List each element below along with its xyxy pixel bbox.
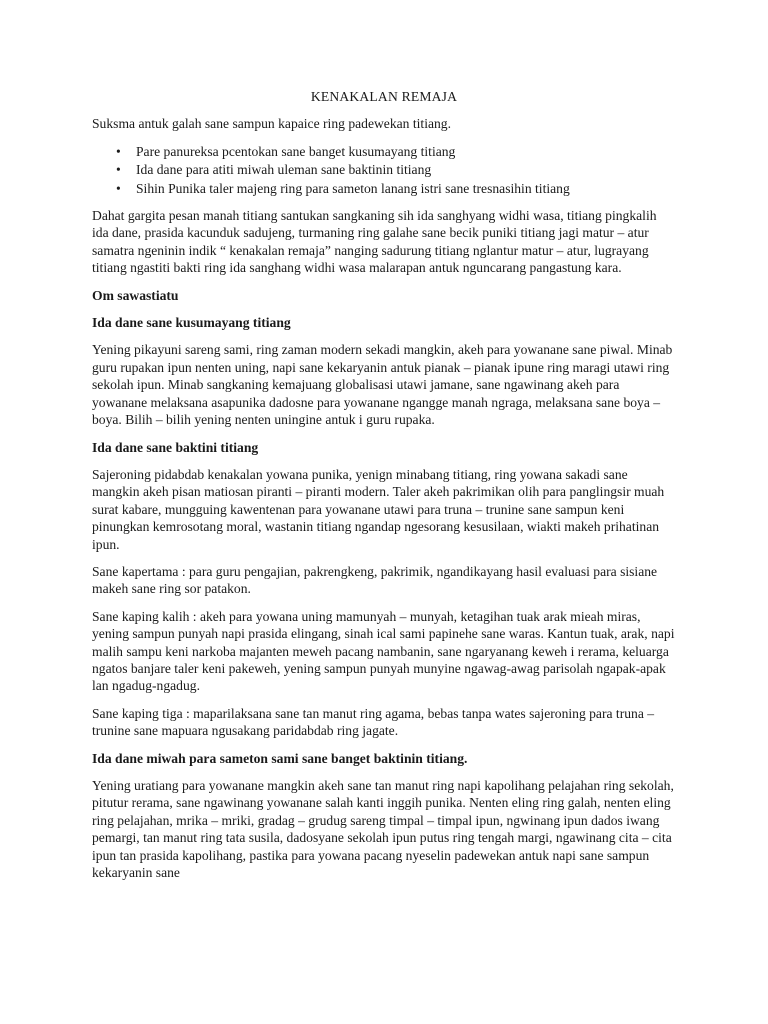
list-item-text: Ida dane para atiti miwah uleman sane baktinin titiang xyxy=(136,162,432,178)
body-paragraph-5: Sane kaping tiga : maparilaksana sane tan manut ring agama, bebas tanpa wates sajeroning para truna – trunine sane mapuara ngusakang paridabdab ring jagate. xyxy=(92,705,655,739)
section-heading-1: Ida dane sane kusumayang titiang xyxy=(92,315,291,331)
intro-paragraph: Suksma antuk galah sane sampun kapaice ring padewekan titiang. xyxy=(92,116,451,132)
body-paragraph-2: Sajeroning pidabdab kenakalan yowana punika, yenign minabang titiang, ring yowana sakadi sane mangkin akeh pisan matiosan piranti – piranti modern. Taler akeh pakrimikan olih para panglingsir muah surat kabare, mungguing kawentenan para yowanane utawi para truna – trunine sane sampun keni pinungkan kemrosotang moral, wastanin titiang ngandap ngesorang kesusilaan, wiakti makeh prihatinan ipun. xyxy=(92,466,665,552)
bullet-icon: • xyxy=(116,180,121,196)
body-paragraph-6: Yening uratiang para yowanane mangkin akeh sane tan manut ring napi kapolihang pelajahan ring sekolah, pitutur rerama, sane ngawinang yowanane salah kanti inggih punika. Nenten eling ring galah, nenten eling ring pelajahan, mrika – mriki, gradag – grudug sareng timpal – timpal ipun, ngwinang ipun dados iwang pemargi, tan manut ring tata susila, dadosyane sekolah ipun putus ring tengah margi, ngawinang cita – cita ipun tan prasida kapolihang, pastika para yowana pacang nyeselin padewekan antuk napi sane sampun kekaryanin sane xyxy=(92,778,674,881)
greeting-list xyxy=(92,143,676,197)
bullet-icon: • xyxy=(116,143,121,159)
document-title: KENAKALAN REMAJA xyxy=(310,89,458,104)
body-paragraph-3: Sane kapertama : para guru pengajian, pakrengkeng, pakrimik, ngandikayang hasil evaluasi para sisiane makeh sane ring sor patakon. xyxy=(92,563,658,597)
list-item xyxy=(116,143,676,160)
list-item-text: Sihin Punika taler majeng ring para sameton lanang istri sane tresnasihin titiang xyxy=(136,180,570,196)
section-heading-3: Ida dane miwah para sameton sami sane banget baktinin titiang. xyxy=(92,750,468,766)
opening-paragraph: Dahat gargita pesan manah titiang santukan sangkaning sih ida sanghyang widhi wasa, titiang pingkalih ida dane, prasida kacunduk sadujeng, turmaning ring galahe sane becik puniki titiang jagi matur – atur samatra ngeninin indik “ kenakalan remaja” nanging sadurung titiang nglantur matur – atur, lugrayang titiang ngastiti bakti ring ida sanghang widhi wasa malarapan antuk nguncarang pangastung kara. xyxy=(92,208,657,276)
section-heading-2: Ida dane sane baktini titiang xyxy=(92,439,259,455)
body-paragraph-1: Yening pikayuni sareng sami, ring zaman modern sekadi mangkin, akeh para yowanane sane piwal. Minab guru rupakan ipun nenten uning, napi sane kekaryanin antuk pianak – pianak ipune ring maragi utawi ring sekolah ipun. Minab sangkaning kemajuang globalisasi utawi jamane, sane ngawinang akeh para yowanane melaksana asapunika dadosne para yowanane ngangge manah ngraga, melaksana sane boya – boya. Bilih – bilih yening nenten uningine antuk i guru rupaka. xyxy=(92,342,673,428)
document-page xyxy=(92,88,676,891)
list-item xyxy=(116,161,676,178)
list-item-text: Pare panureksa pcentokan sane banget kusumayang titiang xyxy=(136,143,456,159)
bullet-icon: • xyxy=(116,162,121,178)
body-paragraph-4: Sane kaping kalih : akeh para yowana uning mamunyah – munyah, ketagihan tuak arak mieah miras, yening sampun punyah napi prasida elingang, sinah ical sami papinehe sane waras. Kantun tuak, arak, napi malih sampu keni narkoba majanten meweh pacang nambanin, sane ngaryanang keweh i rerama, keluarga ngatos banjare taler keni pakeweh, yening sampun punyah munyine ngawag-awag parisolah ngapak-apak lan ngadug-ngadug. xyxy=(92,608,675,694)
list-item xyxy=(116,180,676,197)
salutation-heading: Om sawastiatu xyxy=(92,287,179,303)
